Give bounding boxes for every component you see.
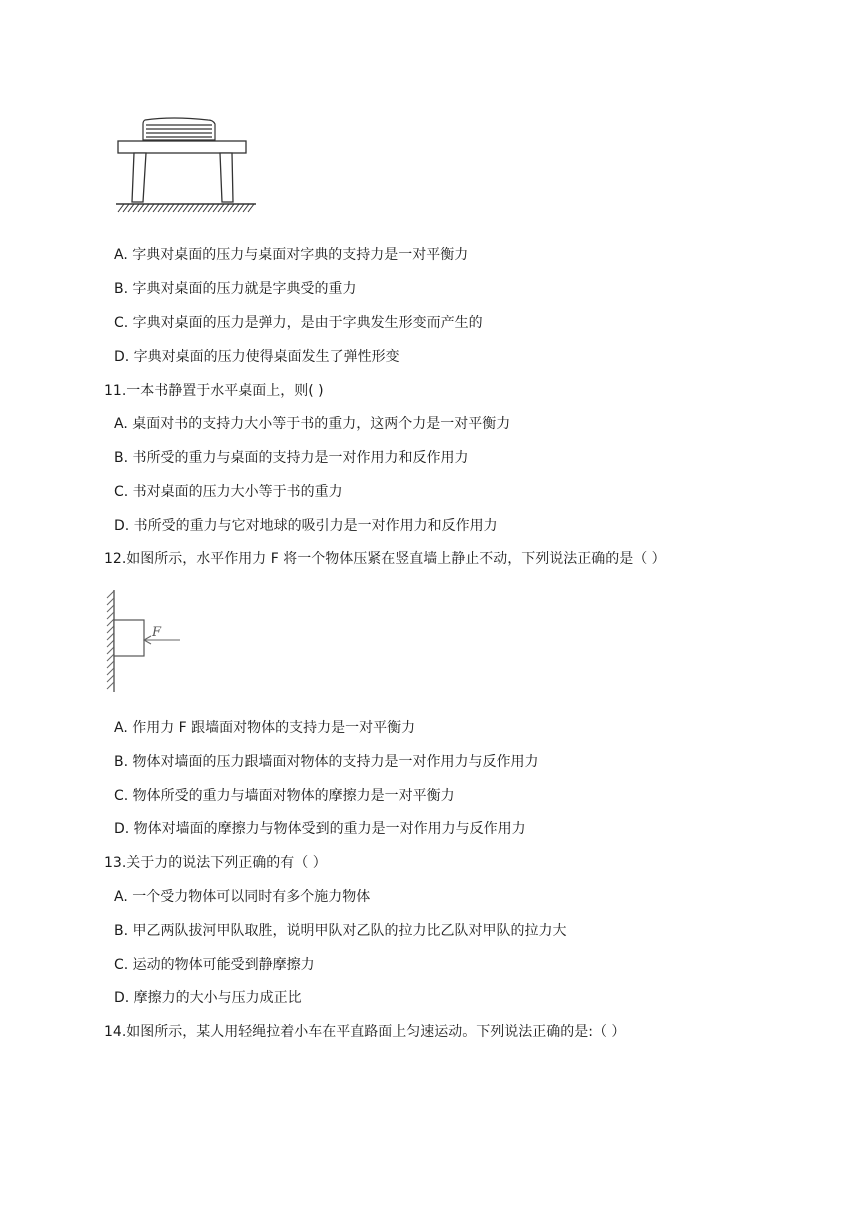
force-label: F — [152, 625, 162, 640]
tabletop — [118, 141, 246, 153]
q11-option-c: C. 书对桌面的压力大小等于书的重力 — [114, 484, 343, 500]
block — [114, 620, 144, 656]
force-arrow — [144, 636, 180, 644]
q12-option-a: A. 作用力 F 跟墙面对物体的支持力是一对平衡力 — [114, 720, 416, 736]
book-drawing — [143, 118, 215, 140]
q13-option-a: A. 一个受力物体可以同时有多个施力物体 — [114, 889, 371, 905]
table-legs — [132, 153, 233, 202]
q11-option-a: A. 桌面对书的支持力大小等于书的重力，这两个力是一对平衡力 — [114, 416, 511, 432]
q13-stem: 13.关于力的说法下列正确的有（ ） — [104, 855, 327, 871]
q11-option-b: B. 书所受的重力与桌面的支持力是一对作用力和反作用力 — [114, 450, 469, 466]
q10-option-a: A. 字典对桌面的压力与桌面对字典的支持力是一对平衡力 — [114, 247, 469, 263]
q12-stem: 12.如图所示，水平作用力 F 将一个物体压紧在竖直墙上静止不动，下列说法正确的是（ ） — [104, 551, 666, 567]
q13-option-c: C. 运动的物体可能受到静摩擦力 — [114, 957, 315, 973]
q12-option-d: D. 物体对墙面的摩擦力与物体受到的重力是一对作用力与反作用力 — [114, 821, 526, 837]
q12-option-b: B. 物体对墙面的压力跟墙面对物体的支持力是一对作用力与反作用力 — [114, 754, 539, 770]
q11-stem: 11.一本书静置于水平桌面上，则( ) — [104, 383, 324, 399]
q14-stem: 14.如图所示，某人用轻绳拉着小车在平直路面上匀速运动。下列说法正确的是:（ ） — [104, 1024, 626, 1040]
q11-option-d: D. 书所受的重力与它对地球的吸引力是一对作用力和反作用力 — [114, 518, 498, 534]
q10-option-c: C. 字典对桌面的压力是弹力，是由于字典发生形变而产生的 — [114, 315, 483, 331]
q10-option-b: B. 字典对桌面的压力就是字典受的重力 — [114, 281, 357, 297]
q10-option-d: D. 字典对桌面的压力使得桌面发生了弹性形变 — [114, 349, 400, 365]
ground-hatch — [116, 204, 256, 212]
q13-option-d: D. 摩擦力的大小与压力成正比 — [114, 990, 302, 1006]
book-on-table-figure — [112, 114, 258, 216]
q12-option-c: C. 物体所受的重力与墙面对物体的摩擦力是一对平衡力 — [114, 788, 455, 804]
wall-hatch — [107, 590, 114, 692]
wall-block-figure — [102, 588, 184, 696]
q13-option-b: B. 甲乙两队拔河甲队取胜，说明甲队对乙队的拉力比乙队对甲队的拉力大 — [114, 923, 567, 939]
